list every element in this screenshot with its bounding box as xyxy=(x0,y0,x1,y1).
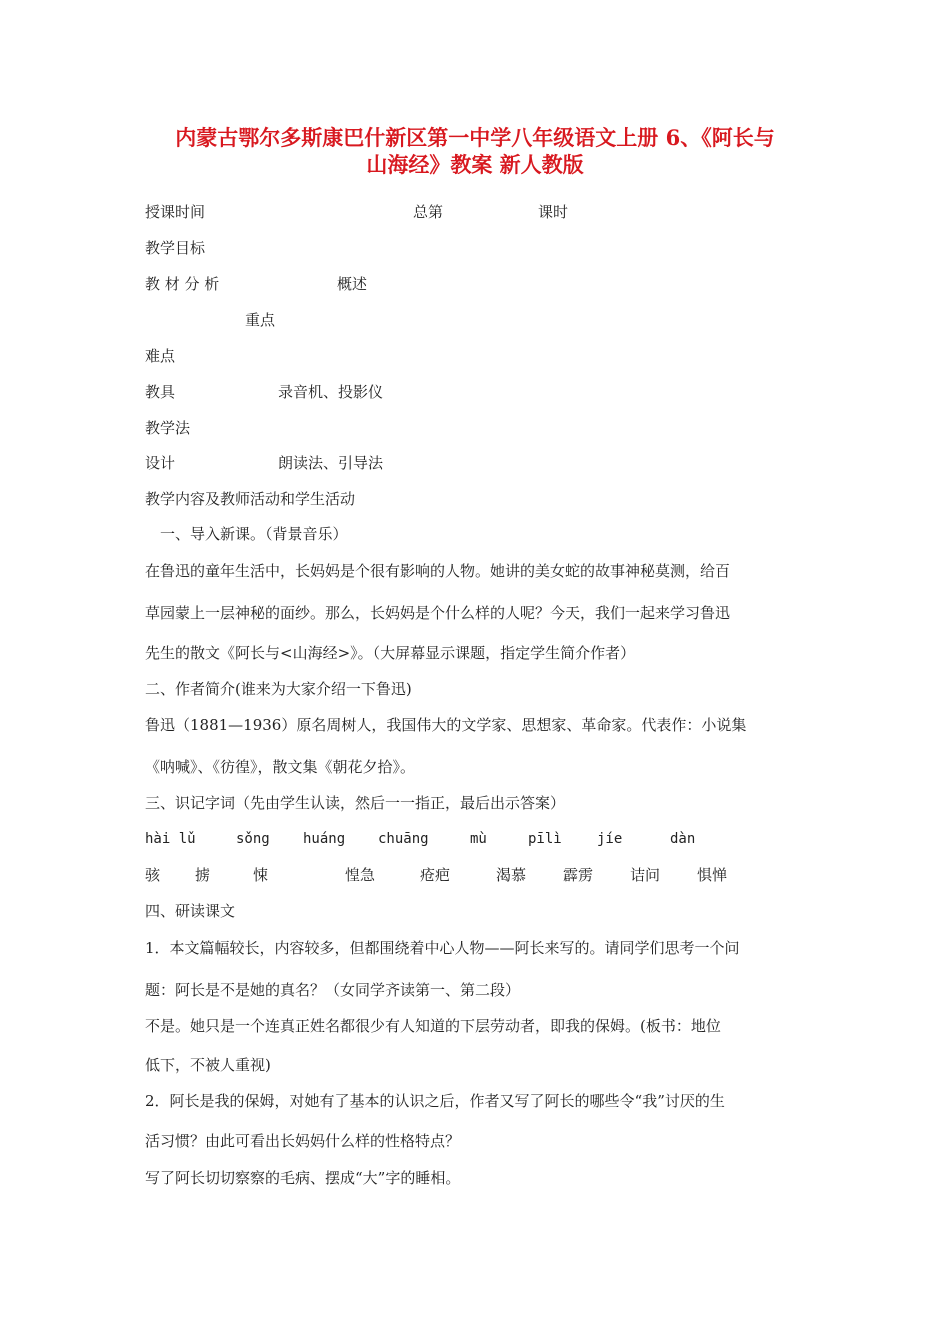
pinyin-item: sǒng xyxy=(236,831,270,847)
tools-value: 录音机、投影仪 xyxy=(278,383,384,401)
total-label: 总第 xyxy=(413,203,444,221)
pinyin-item: dàn xyxy=(670,831,696,847)
title-line-2: 山海经》教案 新人教版 xyxy=(366,152,584,177)
answer-2-line: 写了阿长切切察察的毛病、摆成“大”字的睡相。 xyxy=(145,1169,461,1187)
character-item: 霹雳 xyxy=(563,866,594,884)
pinyin-item: pīlì xyxy=(528,831,562,847)
section-1-heading: 一、导入新课。（背景音乐） xyxy=(160,525,348,543)
section-3-heading: 三、识记字词（先由学生认读，然后一一指正，最后出示答案） xyxy=(145,794,566,812)
pinyin-item: chuāng xyxy=(378,831,429,847)
question-1-line: 题：阿长是不是她的真名？（女同学齐读第一、第二段） xyxy=(145,981,521,999)
section-1-paragraph-line: 在鲁迅的童年生活中，长妈妈是个很有影响的人物。她讲的美女蛇的故事神秘莫测，给百 xyxy=(145,562,731,580)
key-label: 重点 xyxy=(245,311,276,329)
character-item: 惶急 xyxy=(345,866,376,884)
design-value: 朗读法、引导法 xyxy=(278,454,384,472)
title-line-1: 内蒙古鄂尔多斯康巴什新区第一中学八年级语文上册 6、《阿长与 xyxy=(175,125,775,150)
character-item: 惧惮 xyxy=(697,866,728,884)
method-label: 教学法 xyxy=(145,419,191,437)
section-2-heading: 二、作者简介(谁来为大家介绍一下鲁迅) xyxy=(145,680,412,698)
pinyin-item: mù xyxy=(470,831,487,847)
question-2-line: 活习惯？由此可看出长妈妈什么样的性格特点？ xyxy=(145,1132,461,1150)
section-4-heading: 四、研读课文 xyxy=(145,902,236,920)
character-item: 诘问 xyxy=(630,866,661,884)
goal-label: 教学目标 xyxy=(145,239,206,257)
question-1-line: 1．本文篇幅较长，内容较多，但都围绕着中心人物——阿长来写的。请同学们思考一个问 xyxy=(145,939,740,957)
tools-label: 教具 xyxy=(145,383,176,401)
character-item: 掳 xyxy=(195,866,211,884)
section-2-paragraph-line: 《呐喊》、《彷徨》，散文集《朝花夕拾》。 xyxy=(145,758,416,776)
difficult-label: 难点 xyxy=(145,347,176,365)
character-item: 疮疤 xyxy=(420,866,451,884)
character-item: 悚 xyxy=(253,866,269,884)
section-1-paragraph-line: 草园蒙上一层神秘的面纱。那么，长妈妈是个什么样的人呢？今天，我们一起来学习鲁迅 xyxy=(145,604,731,622)
pinyin-item: jíe xyxy=(597,831,623,847)
character-item: 骇 xyxy=(145,866,161,884)
design-label: 设计 xyxy=(145,454,176,472)
answer-1-line: 不是。她只是一个连真正姓名都很少有人知道的下层劳动者，即我的保姆。(板书：地位 xyxy=(145,1017,721,1035)
character-item: 渴慕 xyxy=(496,866,527,884)
pinyin-item: huáng xyxy=(303,831,346,847)
question-2-line: 2．阿长是我的保姆，对她有了基本的认识之后，作者又写了阿长的哪些令“我”讨厌的生 xyxy=(145,1092,725,1110)
pinyin-item: hài lǔ xyxy=(145,831,196,847)
section-2-paragraph-line: 鲁迅（1881—1936）原名周树人，我国伟大的文学家、思想家、革命家。代表作：小说集 xyxy=(145,716,747,734)
overview-label: 概述 xyxy=(337,275,368,293)
content-label: 教学内容及教师活动和学生活动 xyxy=(145,490,356,508)
material-label: 教 材 分 析 xyxy=(145,275,220,293)
time-label: 授课时间 xyxy=(145,203,206,221)
answer-1-line: 低下，不被人重视) xyxy=(145,1056,271,1074)
period-label: 课时 xyxy=(538,203,569,221)
section-1-paragraph-line: 先生的散文《阿长与<山海经>》。（大屏幕显示课题，指定学生简介作者） xyxy=(145,644,636,662)
